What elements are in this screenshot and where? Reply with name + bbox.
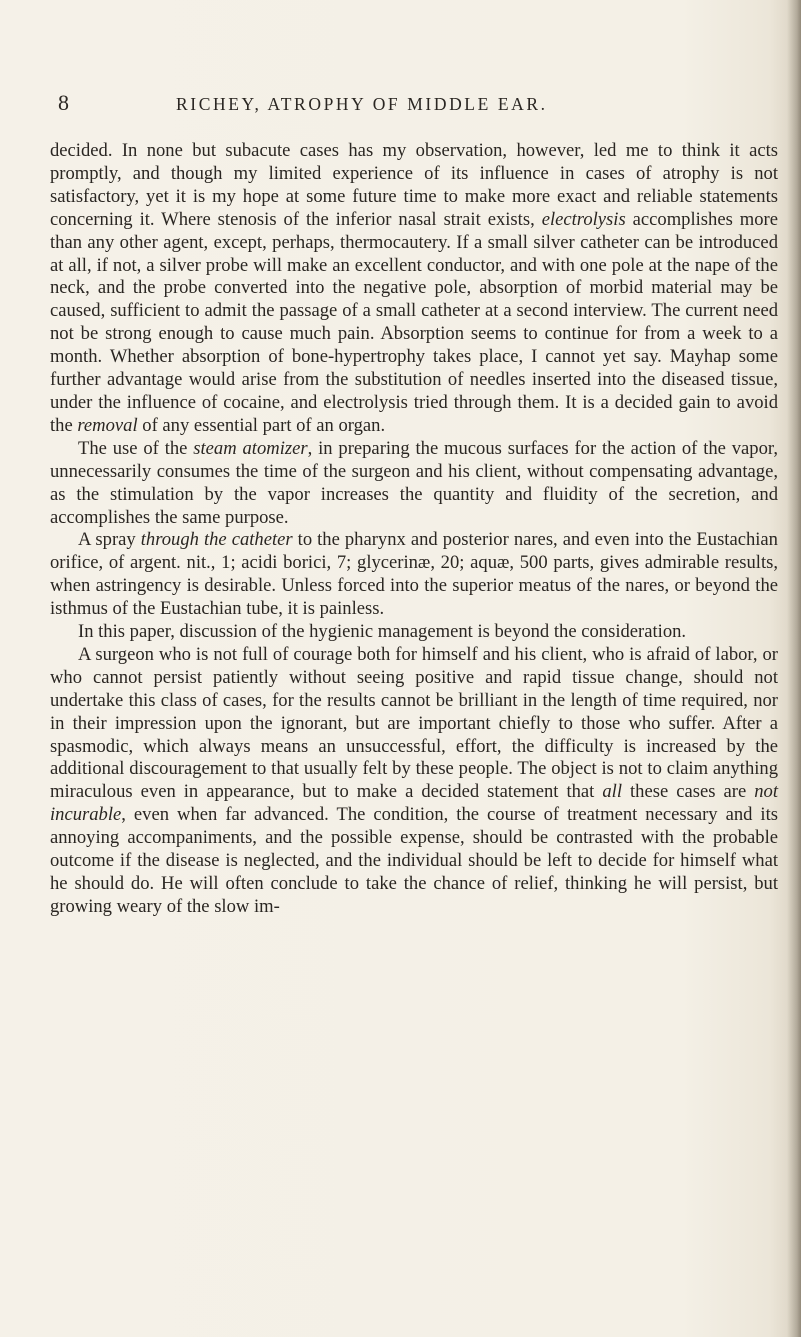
- page-edge-shadow: [787, 0, 801, 1337]
- italic-term-removal: removal: [77, 414, 138, 436]
- text-span: decided. In none but subacute cases has my observation, however, led me to think it acts promptly, and though my limited experience of its influence in cases of atrophy is not satisfactory, yet it is my hope at some future time to make more exact and reliable statements concerning it. Where stenosis of the inferior nasal strait exists,: [50, 140, 778, 230]
- text-span: these cases are: [622, 781, 755, 803]
- italic-term-not-incurable: not incurable: [50, 781, 778, 826]
- paragraph-5: [50, 644, 778, 919]
- text-span: accomplishes more than any other agent, except, perhaps, thermocautery. If a small silver catheter can be introduced at all, if not, a silver probe will make an excellent conductor, and with one pole at the nape of the neck, and the probe converted into the negative pole, absorption of morbid material may be caused, sufficient to admit the passage of a small catheter at a second interview. The current need not be strong enough to cause much pain. Absorption seems to continue for from a week to a month. Whether absorption of bone-hypertrophy takes place, I cannot yet say. Mayhap some further advantage would arise from the substitution of needles inserted into the diseased tissue, under the influence of cocaine, and electrolysis tried through them. It is a decided gain to avoid the: [50, 208, 778, 436]
- body-text: [50, 140, 778, 919]
- text-span: In this paper, discussion of the hygienic management is beyond the consideration.: [78, 621, 687, 643]
- text-span: , in preparing the mucous surfaces for the action of the vapor, unnecessarily consumes the time of the surgeon and his client, without compensating advantage, as the stimulation by the vapor increases the quantity and fluidity of the secretion, and accomplishes the same purpose.: [50, 437, 778, 528]
- paragraph-3: [50, 529, 778, 621]
- paragraph-4: [50, 621, 778, 644]
- italic-term-all: all: [602, 781, 622, 803]
- text-span: of any essential part of an organ.: [137, 414, 386, 436]
- text-span: The use of the: [78, 437, 194, 459]
- text-span: to the pharynx and posterior nares, and even into the Eustachian orifice, of argent. nit., 1; acidi borici, 7; glycerinæ, 20; aquæ, 500 parts, gives admirable results, when astringency is desirable. Unless forced into the superior meatus of the nares, or beyond the isthmus of the Eustachian tube, it is painless.: [50, 529, 778, 620]
- italic-term-through-catheter: through the catheter: [140, 529, 293, 551]
- text-span: A surgeon who is not full of courage both for himself and his client, who is afraid of labor, or who cannot persist patiently without seeing positive and rapid tissue change, should not undertake this class of cases, for the results cannot be brilliant in the length of time required, nor in their impression upon the ignorant, but are important chiefly to those who suffer. After a spasmodic, which always means an unsuccessful, effort, the difficulty is increased by the additional discouragement to that usually felt by these people. The object is not to claim anything miraculous even in appearance, but to make a decided statement that: [50, 643, 778, 803]
- text-span: , even when far advanced. The condition, the course of treatment necessary and its annoying accompaniments, and the possible expense, should be contrasted with the probable outcome if the disease is neglected, and the individual should be left to decide for himself what he should do. He will often conclude to take the chance of relief, thinking he will persist, but growing weary of the slow im-: [50, 804, 778, 917]
- italic-term-electrolysis: electrolysis: [541, 208, 626, 230]
- running-head: [58, 90, 758, 120]
- text-span: A spray: [78, 529, 141, 551]
- running-title: RICHEY, ATROPHY OF MIDDLE EAR.: [176, 94, 548, 114]
- italic-term-steam-atomizer: steam atomizer: [193, 437, 308, 459]
- page-number: 8: [58, 90, 69, 115]
- paragraph-1: [50, 140, 778, 438]
- paragraph-2: [50, 438, 778, 530]
